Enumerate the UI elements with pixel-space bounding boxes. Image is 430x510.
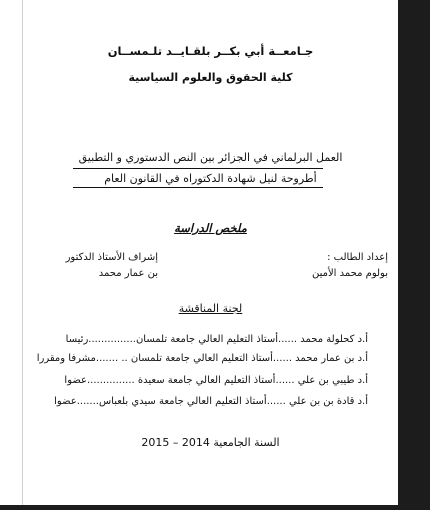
thesis-title: العمل البرلماني في الجزائر بين النص الدستوري و التطبيق bbox=[78, 151, 343, 164]
committee-member: أ.د بن عمار محمد ......أستاذ التعليم العالي جامعة تلمسان .. .......مشرفا ومقررا bbox=[36, 353, 368, 364]
student-name: بولوم محمد الأمين bbox=[311, 268, 388, 279]
committee-member: أ.د طيبي بن علي ......أستاذ التعليم العالي جامعة سعيدة ...............عضوا bbox=[64, 375, 368, 386]
prepared-by-label: إعداد الطالب : bbox=[327, 252, 388, 263]
committee-heading: لجنة المناقشة bbox=[178, 302, 243, 315]
faculty-name: كلية الحقوق والعلوم السياسية bbox=[128, 71, 293, 84]
title-rule-top bbox=[73, 168, 323, 169]
title-rule-bottom bbox=[73, 187, 323, 188]
committee-member: أ.د كحلولة محمد ......أستاذ التعليم العالي جامعة تلمسان...............رئيسا bbox=[65, 334, 368, 345]
committee-member: أ.د قادة بن بن علي ......أستاذ التعليم العالي جامعة سيدي بلعباس.......عضوا bbox=[54, 396, 368, 407]
supervisor-label: إشراف الأستاذ الدكتور bbox=[65, 252, 158, 263]
viewer-frame-bottom bbox=[0, 505, 430, 510]
academic-year: السنة الجامعية 2014 – 2015 bbox=[141, 436, 280, 449]
document-page bbox=[23, 0, 398, 505]
summary-heading: ملخص الدراسة bbox=[174, 221, 247, 235]
supervisor-name: بن عمار محمد bbox=[98, 268, 158, 279]
viewer-frame-right bbox=[398, 0, 430, 510]
degree-line: أطروحة لنيل شهادة الدكتوراه في القانون العام bbox=[104, 172, 317, 185]
university-name: جـامعــة أبي بكــر بلقـايــد تلـمســان bbox=[107, 44, 314, 58]
